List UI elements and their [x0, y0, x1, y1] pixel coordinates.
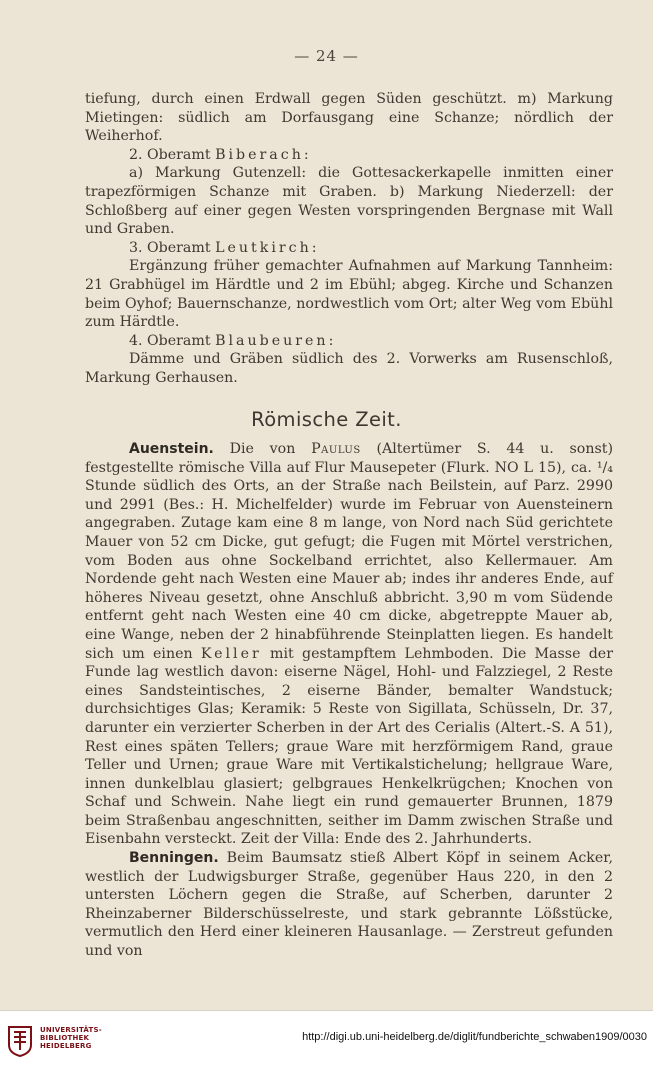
library-name: [40, 1026, 102, 1050]
place-name: Auenstein.: [129, 441, 214, 457]
place-name: Benningen.: [129, 850, 219, 867]
paragraph-continuation: tiefung, durch einen Erdwall gegen Süden geschützt. m) Markung Mietingen: südlich am Dorfausgang eine Schanze; nördlich der Weiherhof.: [85, 91, 613, 145]
section-heading-blaubeuren: [85, 332, 613, 351]
spaced-term: Keller: [200, 645, 262, 662]
text-run: Die von: [213, 441, 312, 457]
section-suffix: :: [311, 239, 317, 256]
roman-era-block: [85, 440, 613, 961]
section-prefix: 2. Oberamt: [129, 146, 216, 163]
paragraph-auenstein: [85, 440, 613, 849]
section-prefix: 4. Oberamt: [129, 332, 216, 349]
text-run: (Altertümer S. 44 u. sonst) festgestellte römische Villa auf Flur Mausepeter (Flurk. NO L 15), ca. ¹/₄ Stunde südlich des Orts, an der Straße nach Beilstein, auf Parz. 2990 und 2991 (Bes.: H. Michelfelder) wurde im Februar von Auensteinern angegraben. Zutage kam eine 8 m lange, von Nord nach Süd gerichtete Mauer von 52 cm Dicke, gut gefugt; die Fugen mit Mörtel verstrichen, vom Boden aus ohne Sockelband errichtet, also Kellermauer. Am Nordende geht nach Westen eine Mauer ab; indes ihr anderes Ende, auf höheres Niveau gesetzt, ohne Anschluß abbricht. 3,90 m vom Südende entfernt geht nach Westen eine 40 cm dicke, abgetreppte Mauer ab, eine Wange, neben der 2 hinabführende Steinplatten liegen. Es handelt sich um einen: [85, 441, 613, 662]
district-name: Biberach: [215, 146, 304, 163]
text-run: Beim Baumsatz stieß Albert Köpf in seinem Acker, westlich der Ludwigsburger Straße, gegenüber Haus 220, in den 2 untersten Löchern gegen die Straße, auf Scherben, darunter 2 Rheinzaberner Bilderschüsselreste, und stark gebrannte Lößstücke, vermutlich den Herd einer kleineren Hausanlage. — Zerstreut gefunden und von: [85, 850, 613, 960]
section-title: Römische Zeit.: [251, 408, 402, 431]
footer-bar: [0, 1010, 653, 1067]
district-name: Leutkirch: [215, 239, 312, 256]
library-line: BIBLIOTHEK: [40, 1034, 90, 1042]
paragraph-leutkirch: Ergänzung früher gemachter Aufnahmen auf Markung Tannheim: 21 Grabhügel im Härdtle und 2 im Ebühl; abgeg. Kirche und Schanzen beim Oyhof; Bauernschanze, nordwestlich vom Ort; alter Weg vom Ebühl zum Härdtle.: [85, 258, 613, 331]
paragraph-biberach: a) Markung Gutenzell: die Gottesackerkapelle inmitten einer trapezförmigen Schanze mit Graben. b) Markung Niederzell: der Schloßberg auf einer gegen Westen vorspringenden Bergnase mit Wall und Graben.: [85, 165, 613, 238]
author-name: Paulus: [311, 441, 361, 457]
text-run: mit gestampftem Lehmboden. Die Masse der Funde lag westlich davon: eiserne Nägel, Hohl- und Falzziegel, 2 Reste eines Sandsteintisches, 2 eiserne Bänder, bemalter Wandstuck; durchsichtiges Glas; Keramik: 5 Reste von Sigillata, Schüsseln, Dr. 37, darunter ein verzierter Scherben in der Art des Cerialis (Altert.-S. A 51), Rest eines späten Tellers; graue Ware mit herzförmigem Rand, graue Teller und Urnen; graue Ware mit Vertikalstichelung; hellgraue Ware, innen dunkelblau glasiert; gelbgraues Henkelkrügchen; Knochen von Schaf und Schwein. Nahe liegt ein rund gemauerter Brunnen, 1879 beim Straßenbau angeschnitten, seither im Damm zwischen Straße und Eisenbahn versteckt. Zeit der Villa: Ende des 2. Jahrhunderts.: [85, 645, 613, 848]
library-logo-icon: [6, 1023, 34, 1057]
intro-block: [85, 90, 613, 388]
section-suffix: :: [303, 146, 309, 163]
page-number: — 24 —: [294, 47, 359, 65]
paragraph-blaubeuren: Dämme und Gräben südlich des 2. Vorwerks am Rusenschloß, Markung Gerhausen.: [85, 351, 613, 386]
district-name: Blaubeuren: [215, 332, 329, 349]
library-line: HEIDELBERG: [40, 1042, 92, 1050]
library-line: UNIVERSITÄTS-: [40, 1026, 102, 1034]
section-heading-leutkirch: [85, 239, 613, 258]
section-heading-biberach: [85, 146, 613, 165]
section-suffix: :: [328, 332, 334, 349]
section-prefix: 3. Oberamt: [129, 239, 216, 256]
source-url-link[interactable]: http://digi.ub.uni-heidelberg.de/diglit/fundberichte_schwaben1909/0030: [302, 1031, 647, 1043]
paragraph-benningen: [85, 849, 613, 961]
